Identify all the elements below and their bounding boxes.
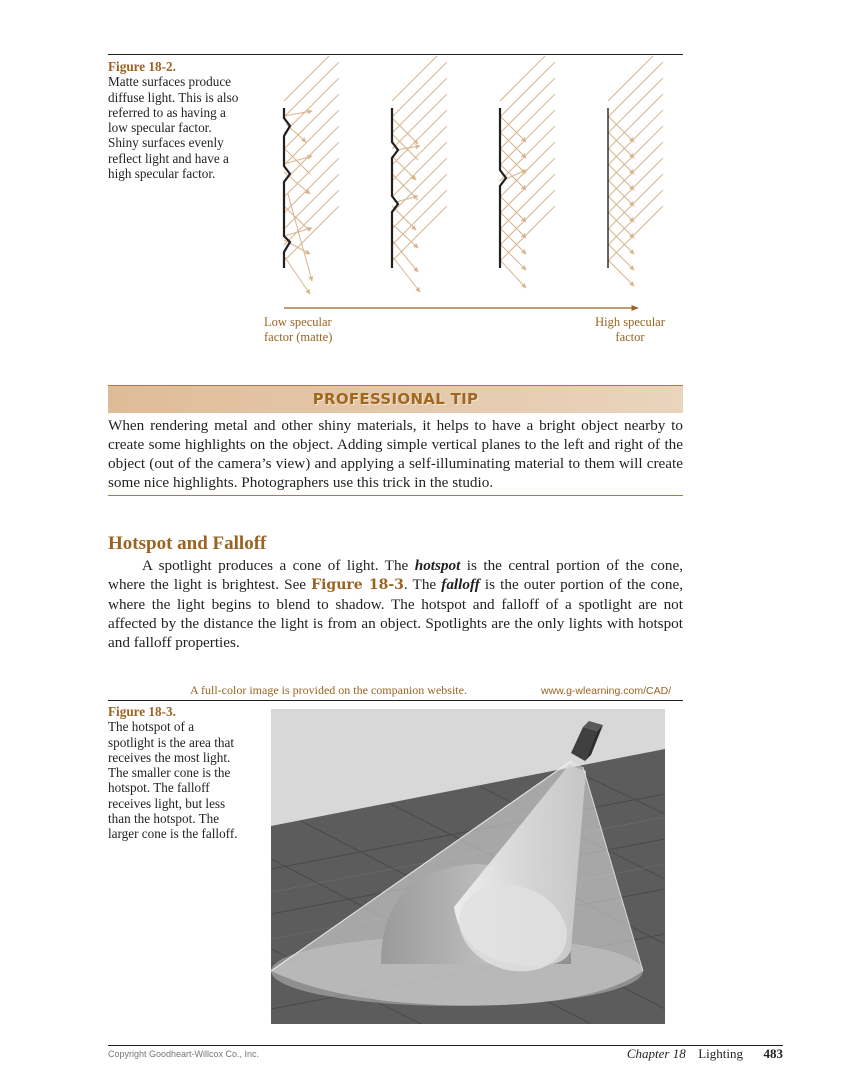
- para-text: A spotlight produces a cone of light. The: [142, 557, 415, 574]
- label-low-line1: Low specular: [264, 315, 332, 329]
- term-hotspot: hotspot: [414, 557, 461, 574]
- footer-chapter-title: Lighting: [698, 1046, 743, 1061]
- panel-moderately-rough: [392, 56, 447, 292]
- specular-diagram: [250, 56, 690, 316]
- section-heading: Hotspot and Falloff: [108, 533, 267, 554]
- spotlight-render: [271, 709, 665, 1024]
- figure-18-2-number: Figure 18-2.: [108, 59, 176, 74]
- figure-18-3-number: Figure 18-3.: [108, 704, 176, 719]
- professional-tip-title: PROFESSIONAL TIP: [312, 390, 479, 408]
- footer-chapter: Chapter 18: [626, 1046, 686, 1061]
- panel-smooth-shiny: [608, 56, 663, 286]
- label-high-line2: factor: [615, 329, 645, 344]
- top-rule: [108, 54, 683, 55]
- footer-copyright: Copyright Goodheart-Willcox Co., Inc.: [108, 1049, 260, 1059]
- para-text: is the outer portion of the cone, where the light begins to blend to shadow. The hotspot and falloff of a spotlight are not affected by the distance the light is from an object. Spotlights are the only lights with hotspot and falloff properties.: [108, 576, 683, 651]
- label-high-line1: High specular: [595, 315, 665, 329]
- figure-18-2-caption: [108, 59, 240, 181]
- figure-18-3-caption: [108, 704, 240, 842]
- tip-bottom-rule: [108, 495, 683, 496]
- label-high-specular: [588, 315, 672, 344]
- section-paragraph: [108, 556, 683, 652]
- para-text: . The: [403, 576, 442, 593]
- term-falloff: falloff: [441, 576, 480, 593]
- panel-slightly-rough: [500, 56, 555, 288]
- footer-running-head: [627, 1046, 783, 1062]
- companion-note: A full-color image is provided on the companion website.: [190, 683, 467, 697]
- figure-18-3-caption-text: The hotspot of a spotlight is the area that receives the most light. The smaller cone is the hotspot. The falloff receives light, but less than the hotspot. The larger cone is the falloff.: [108, 719, 238, 842]
- figure-18-3-reference-link[interactable]: Figure 18-3: [311, 577, 404, 593]
- figure-18-3-top-rule: [108, 700, 683, 701]
- footer-page-number: 483: [763, 1046, 783, 1061]
- companion-url-link[interactable]: www.g-wlearning.com/CAD/: [541, 685, 672, 697]
- label-low-line2: factor (matte): [264, 329, 333, 344]
- figure-18-2-caption-text: Matte surfaces produce diffuse light. This is also referred to as having a low specular factor. Shiny surfaces evenly reflect light and have a high specular factor.: [108, 74, 239, 182]
- panel-rough-matte: [284, 56, 339, 294]
- para-text: is the central portion of the cone, where the light is brightest. See: [108, 557, 683, 593]
- label-low-specular: [264, 315, 332, 344]
- professional-tip-text: When rendering metal and other shiny materials, it helps to have a bright object nearby to create some highlights on the object. Adding simple vertical planes to the left and right of the object (out of the camera’s view) and applying a self-illuminating material to them will create some nice highlights. Photographers use this trick in the studio.: [108, 417, 683, 491]
- professional-tip-banner: [108, 385, 683, 413]
